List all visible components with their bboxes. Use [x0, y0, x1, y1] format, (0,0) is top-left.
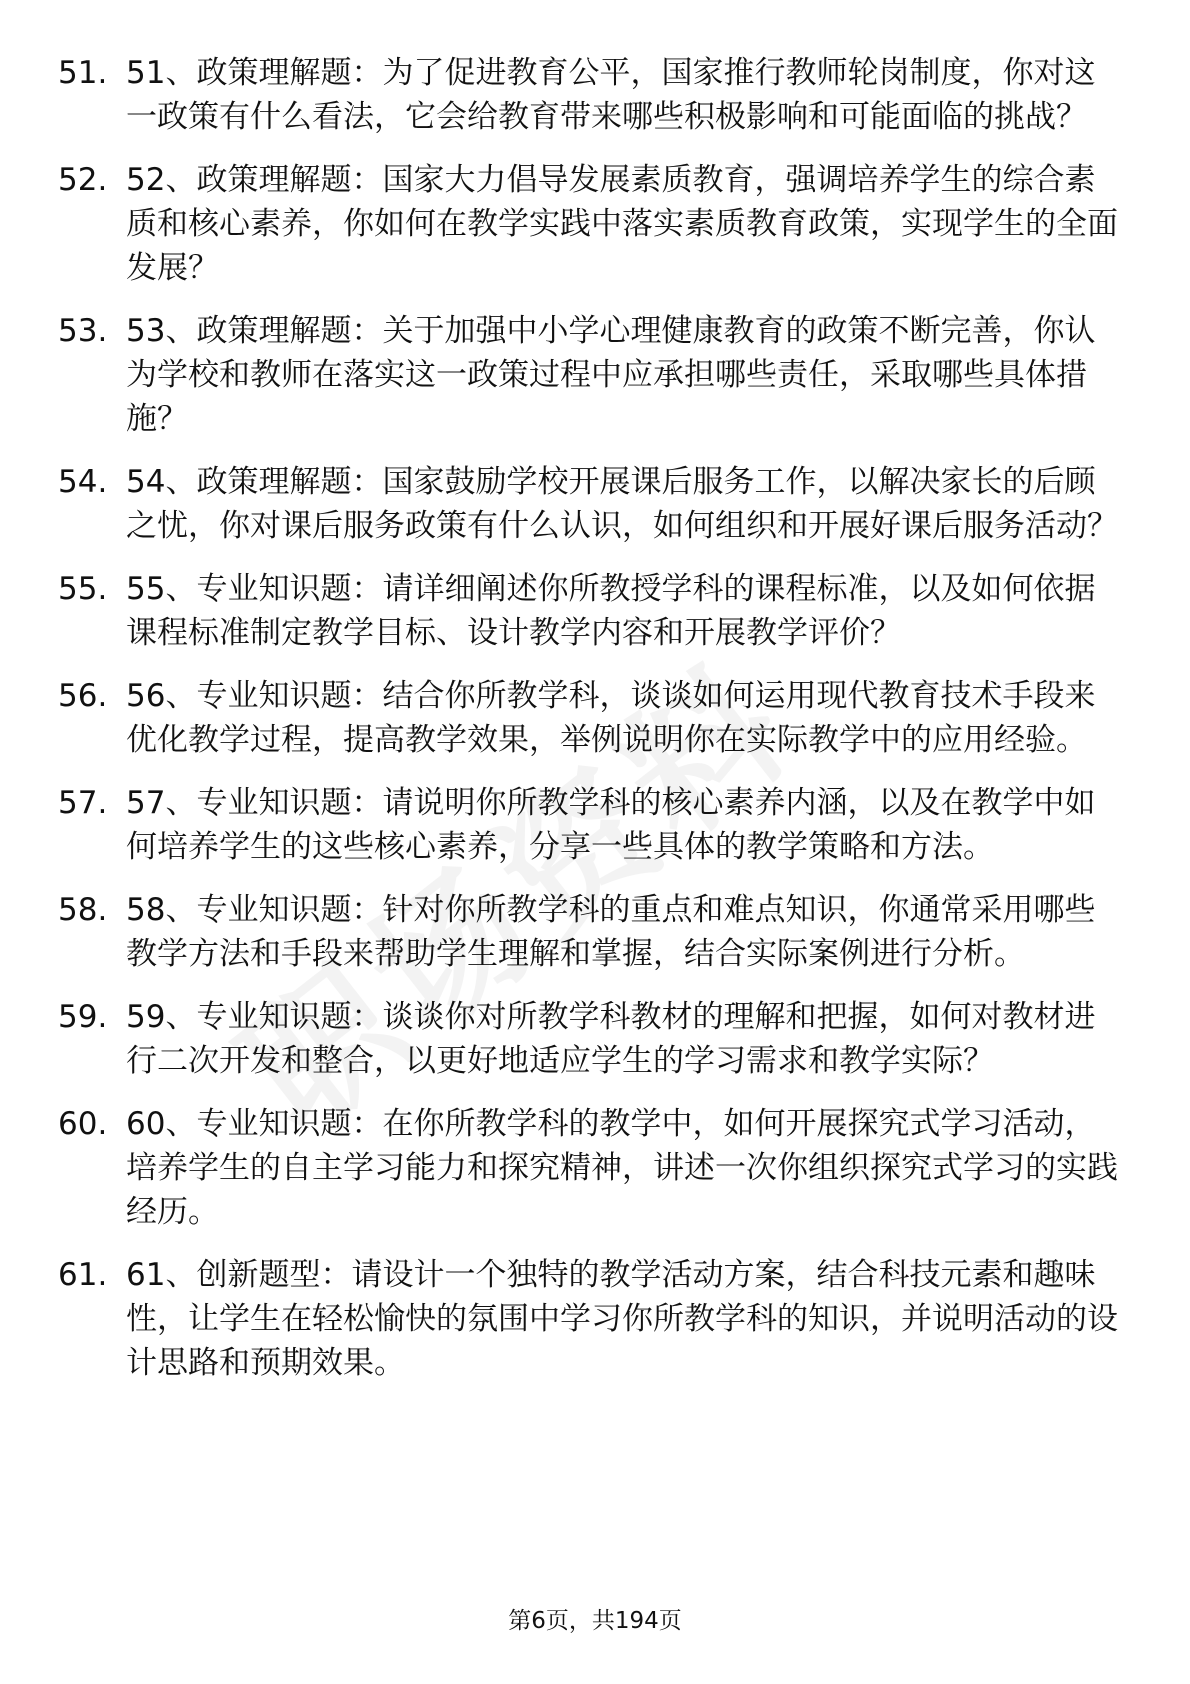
question-number: 52. [58, 162, 108, 198]
question-item [58, 781, 1118, 869]
question-text: 52、政策理解题：国家大力倡导发展素质教育，强调培养学生的综合素质和核心素养，你如何在教学实践中落实素质教育政策，实现学生的全面发展？ [126, 162, 1118, 286]
question-item [58, 674, 1118, 762]
question-list [58, 51, 1118, 1404]
question-number: 54. [58, 464, 108, 500]
question-text: 58、专业知识题：针对你所教学科的重点和难点知识，你通常采用哪些教学方法和手段来帮助学生理解和掌握，结合实际案例进行分析。 [126, 892, 1096, 972]
question-number: 61. [58, 1257, 108, 1293]
question-number: 60. [58, 1106, 108, 1142]
question-item [58, 888, 1118, 976]
question-text: 57、专业知识题：请说明你所教学科的核心素养内涵，以及在教学中如何培养学生的这些核心素养，分享一些具体的教学策略和方法。 [126, 785, 1096, 865]
question-item [58, 158, 1118, 290]
question-number: 59. [58, 999, 108, 1035]
question-number: 55. [58, 571, 108, 607]
question-item [58, 995, 1118, 1083]
question-text: 54、政策理解题：国家鼓励学校开展课后服务工作，以解决家长的后顾之忧，你对课后服务政策有什么认识，如何组织和开展好课后服务活动？ [126, 464, 1118, 544]
question-number: 53. [58, 313, 108, 349]
question-item [58, 309, 1118, 441]
question-text: 59、专业知识题：谈谈你对所教学科教材的理解和把握，如何对教材进行二次开发和整合，以更好地适应学生的学习需求和教学实际？ [126, 999, 1096, 1079]
question-item [58, 460, 1118, 548]
question-item [58, 1102, 1118, 1234]
question-number: 56. [58, 678, 108, 714]
question-item [58, 1253, 1118, 1385]
question-text: 56、专业知识题：结合你所教学科，谈谈如何运用现代教育技术手段来优化教学过程，提高教学效果，举例说明你在实际教学中的应用经验。 [126, 678, 1096, 758]
page-footer: 第6页，共194页 [508, 1608, 682, 1634]
question-number: 57. [58, 785, 108, 821]
question-item [58, 567, 1118, 655]
question-text: 51、政策理解题：为了促进教育公平，国家推行教师轮岗制度，你对这一政策有什么看法，它会给教育带来哪些积极影响和可能面临的挑战？ [126, 55, 1096, 135]
question-number: 58. [58, 892, 108, 928]
question-text: 61、创新题型：请设计一个独特的教学活动方案，结合科技元素和趣味性，让学生在轻松愉快的氛围中学习你所教学科的知识，并说明活动的设计思路和预期效果。 [126, 1257, 1118, 1381]
question-number: 51. [58, 55, 108, 91]
question-text: 60、专业知识题：在你所教学科的教学中，如何开展探究式学习活动，培养学生的自主学习能力和探究精神，讲述一次你组织探究式学习的实践经历。 [126, 1106, 1118, 1230]
question-text: 53、政策理解题：关于加强中小学心理健康教育的政策不断完善，你认为学校和教师在落实这一政策过程中应承担哪些责任，采取哪些具体措施？ [126, 313, 1096, 437]
question-item [58, 51, 1118, 139]
question-text: 55、专业知识题：请详细阐述你所教授学科的课程标准，以及如何依据课程标准制定教学目标、设计教学内容和开展教学评价？ [126, 571, 1096, 651]
